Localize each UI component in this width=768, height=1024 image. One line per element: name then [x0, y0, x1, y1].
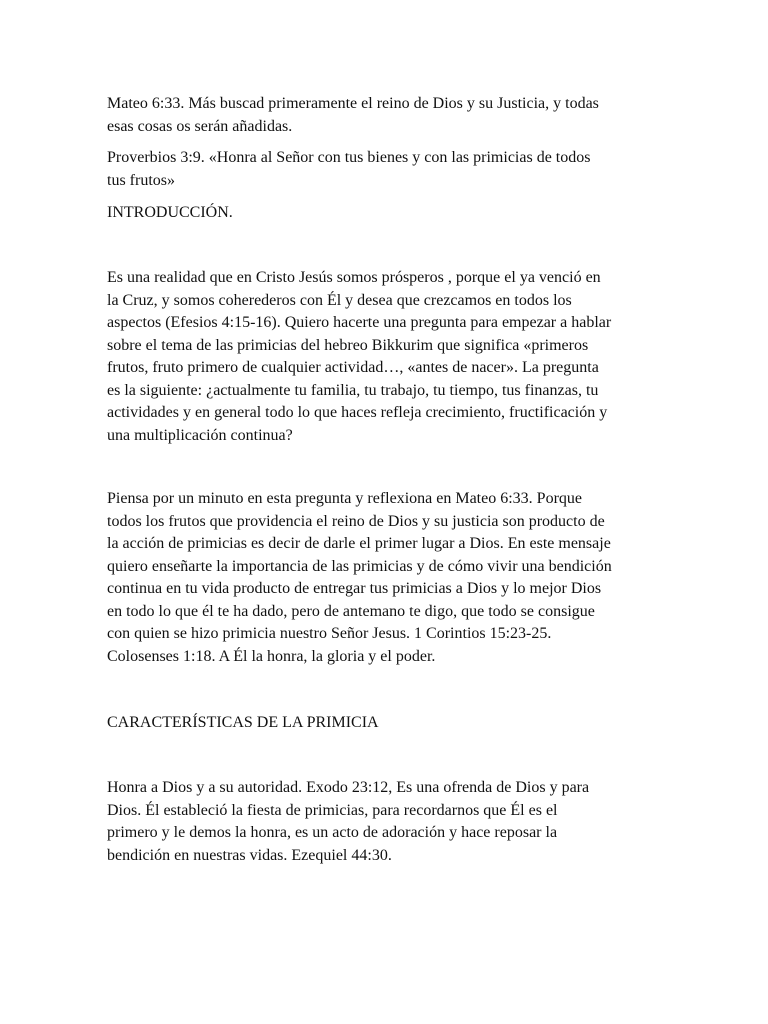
text-line: Honra a Dios y a su autoridad. Exodo 23:12, Es una ofrenda de Dios y para — [107, 779, 590, 796]
paragraph-intro — [107, 267, 667, 447]
text-line: la acción de primicias es decir de darle el primer lugar a Dios. En este mensaje — [107, 535, 611, 552]
text-line: sobre el tema de las primicias del hebreo Bikkurim que significa «primeros — [107, 336, 589, 354]
heading-caracteristicas — [107, 712, 667, 735]
heading-introduccion — [107, 202, 667, 225]
verse-proverbios — [107, 147, 667, 192]
text-line: la Cruz, y somos coherederos con Él y desea que crezcamos en todos los — [107, 291, 572, 309]
text-line: bendición en nuestras vidas. Ezequiel 44:30. — [107, 846, 392, 864]
text-line: Mateo 6:33. Más buscad primeramente el reino de Dios y su Justicia, y todas — [107, 95, 599, 112]
heading-text: INTRODUCCIÓN. — [107, 204, 233, 221]
text-line: actividades y en general todo lo que haces refleja crecimiento, fructificación y — [107, 404, 608, 421]
text-line: es la siguiente: ¿actualmente tu familia, tu trabajo, tu tiempo, tus finanzas, tu — [107, 381, 599, 399]
verse-mateo — [107, 93, 667, 138]
text-line: Piensa por un minuto en esta pregunta y reflexiona en Mateo 6:33. Porque — [107, 490, 582, 507]
text-line: con quien se hizo primicia nuestro Señor Jesus. 1 Corintios 15:23-25. — [107, 625, 552, 642]
text-line: continua en tu vida producto de entregar tus primicias a Dios y lo mejor Dios — [107, 580, 602, 597]
text-line: tus frutos» — [107, 171, 175, 189]
text-line: todos los frutos que providencia el reino de Dios y su justicia son producto de — [107, 512, 605, 530]
text-line: Es una realidad que en Cristo Jesús somos prósperos , porque el ya venció en — [107, 269, 601, 286]
text-line: Dios. Él estableció la fiesta de primicias, para recordarnos que Él es el — [107, 801, 558, 819]
text-line: aspectos (Efesios 4:15-16). Quiero hacerte una pregunta para empezar a hablar — [107, 314, 612, 331]
text-line: quiero enseñarte la importancia de las primicias y de cómo vivir una bendición — [107, 557, 612, 575]
paragraph-honra — [107, 777, 667, 867]
text-line: Colosenses 1:18. A Él la honra, la gloria y el poder. — [107, 647, 436, 665]
text-line: primero y le demos la honra, es un acto de adoración y hace reposar la — [107, 824, 558, 841]
paragraph-reflexion — [107, 488, 667, 668]
text-line: esas cosas os serán añadidas. — [107, 117, 293, 135]
heading-text: CARACTERÍSTICAS DE LA PRIMICIA — [107, 714, 379, 731]
text-line: en todo lo que él te ha dado, pero de antemano te digo, que todo se consigue — [107, 602, 595, 620]
text-line: una multiplicación continua? — [107, 426, 293, 444]
text-line: Proverbios 3:9. «Honra al Señor con tus bienes y con las primicias de todos — [107, 149, 591, 166]
text-line: frutos, fruto primero de cualquier actividad…, «antes de nacer». La pregunta — [107, 359, 599, 376]
